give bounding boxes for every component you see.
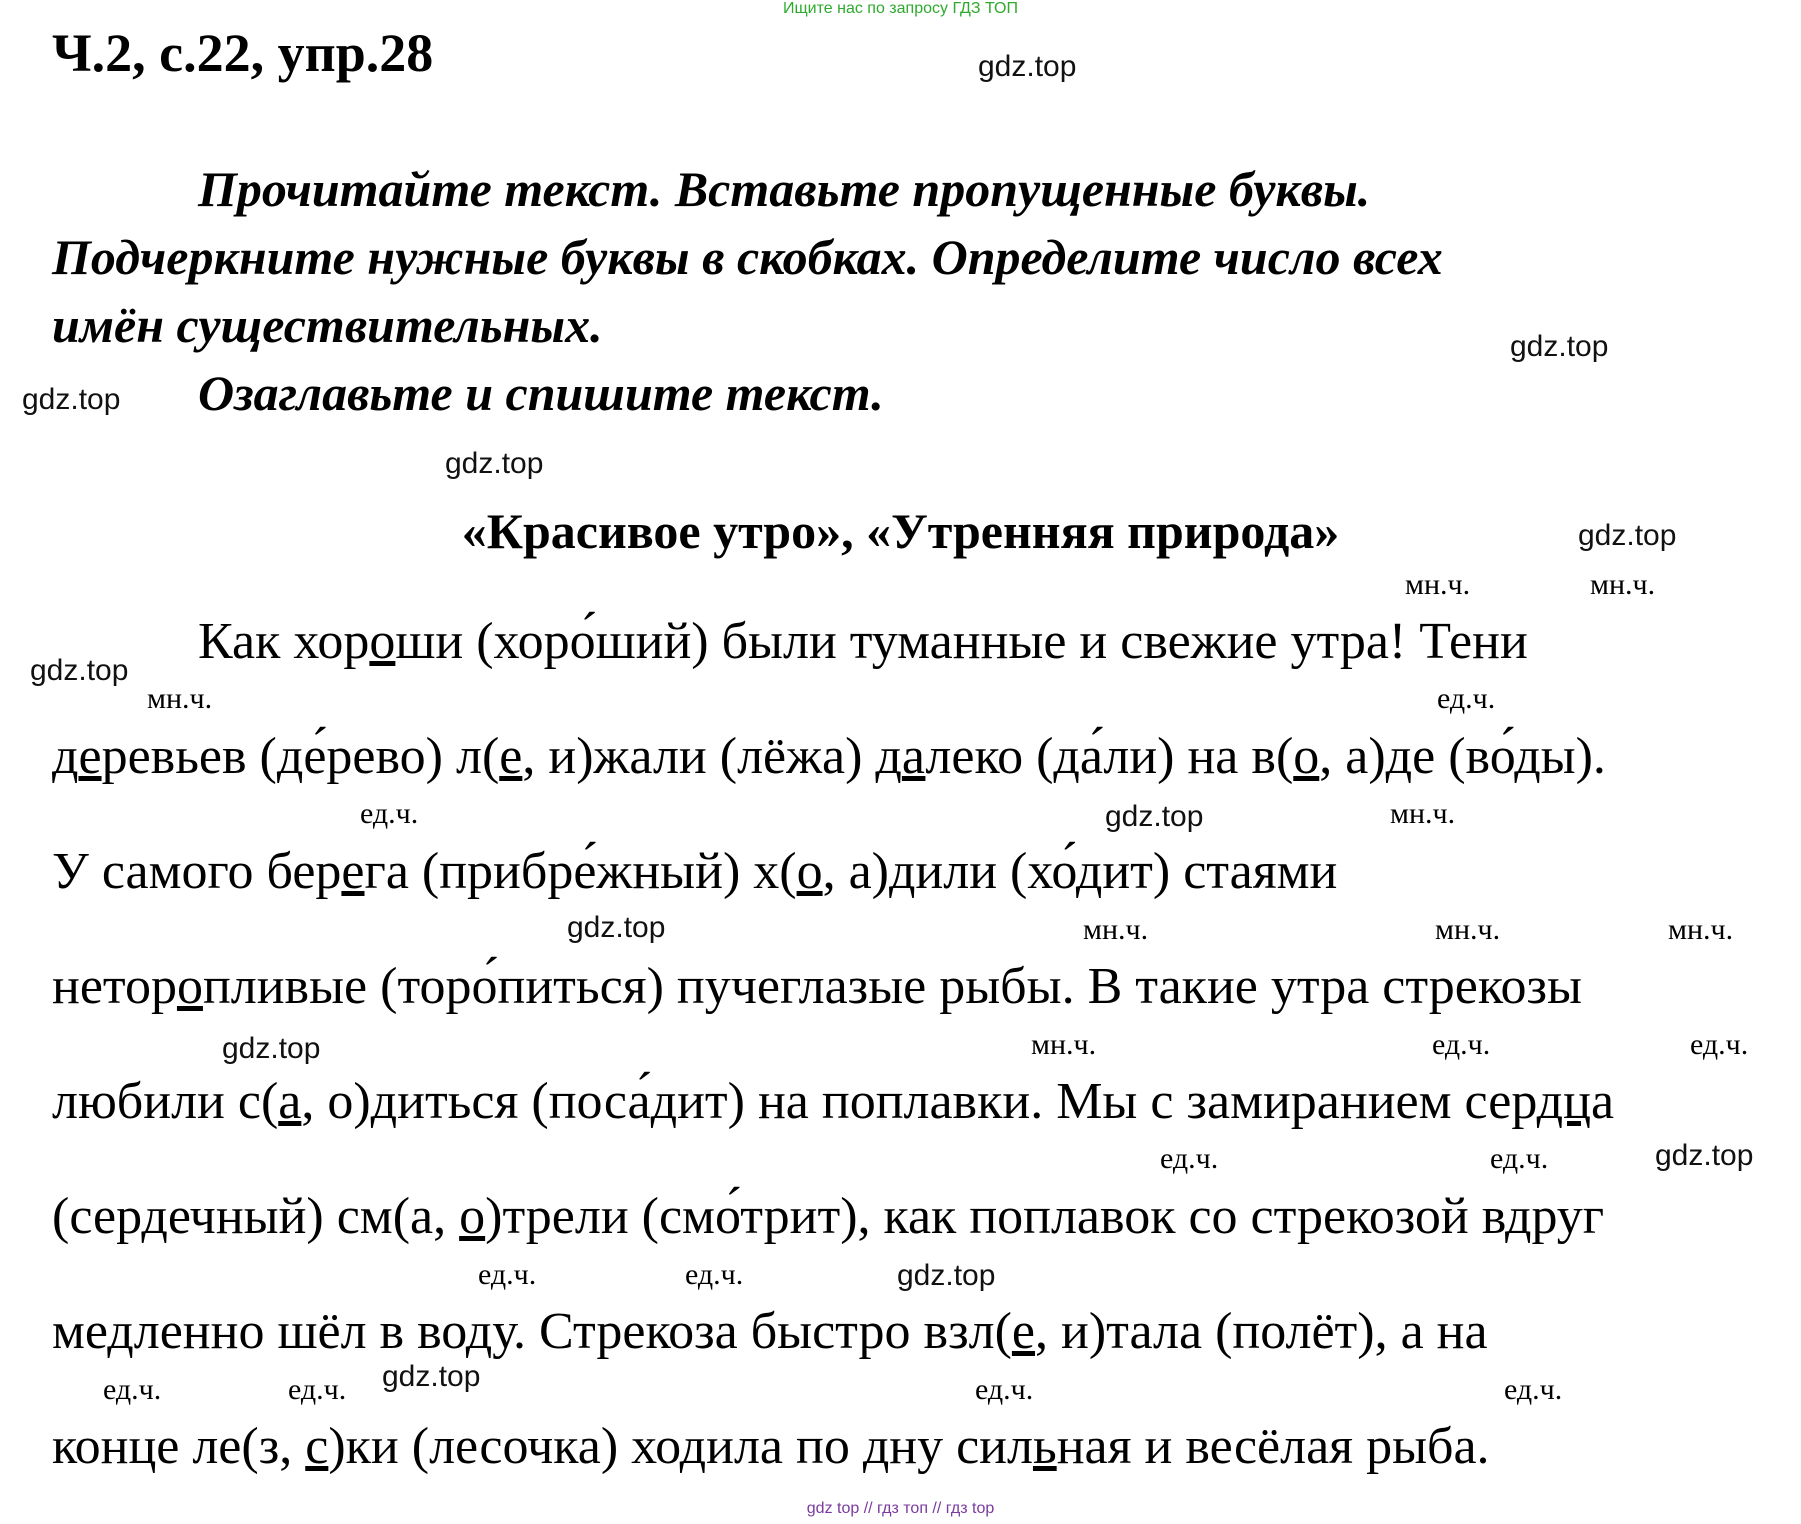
- plural-annotation: мн.ч.: [1405, 568, 1471, 601]
- watermark: gdz.top: [1655, 1139, 1754, 1172]
- singular-annotation: ед.ч.: [975, 1373, 1034, 1406]
- text-line: конце ле(з, с)ки (лесочка) ходила по дну сильная и весёлая рыба.: [52, 1418, 1490, 1475]
- plural-annotation: мн.ч.: [1031, 1028, 1097, 1061]
- singular-annotation: ед.ч.: [478, 1258, 537, 1291]
- singular-annotation: ед.ч.: [1490, 1142, 1549, 1175]
- task-line-2: Подчеркните нужные буквы в скобках. Определите число всех: [52, 229, 1443, 285]
- exercise-header: Ч.2, с.22, упр.28: [52, 23, 434, 83]
- singular-annotation: ед.ч.: [685, 1258, 744, 1291]
- plural-annotation: мн.ч.: [1668, 913, 1734, 946]
- singular-annotation: ед.ч.: [1432, 1028, 1491, 1061]
- singular-annotation: ед.ч.: [360, 797, 419, 830]
- watermark: gdz.top: [567, 911, 666, 944]
- plural-annotation: мн.ч.: [1590, 568, 1656, 601]
- singular-annotation: ед.ч.: [1504, 1373, 1563, 1406]
- task-line-3: имён существительных.: [52, 297, 603, 353]
- text-title: «Красивое утро», «Утренняя природа»: [461, 503, 1340, 559]
- plural-annotation: мн.ч.: [1390, 797, 1456, 830]
- watermark: gdz.top: [1578, 519, 1677, 552]
- plural-annotation: мн.ч.: [1435, 913, 1501, 946]
- text-line: У самого берега (прибре́жный) х(о, а)дили (хо́дит) стаями: [52, 843, 1338, 900]
- text-line: (сердечный) см(а, о)трели (смо́трит), как поплавок со стрекозой вдруг: [52, 1188, 1605, 1245]
- plural-annotation: мн.ч.: [1083, 913, 1149, 946]
- text-line: деревьев (де́рево) л(е, и)жали (лёжа) далеко (да́ли) на в(о, а)де (во́ды).: [52, 728, 1606, 785]
- promo-banner[interactable]: Ищите нас по запросу ГДЗ ТОП: [783, 0, 1018, 17]
- singular-annotation: ед.ч.: [1160, 1142, 1219, 1175]
- singular-annotation: ед.ч.: [1437, 682, 1496, 715]
- text-line: неторопливые (торо́питься) пучеглазые рыбы. В такие утра стрекозы: [52, 958, 1582, 1015]
- watermark: gdz.top: [222, 1032, 321, 1065]
- watermark: gdz.top: [382, 1360, 481, 1393]
- footer-links[interactable]: gdz top // гдз топ // гдз top: [806, 1500, 995, 1517]
- watermark: gdz.top: [445, 447, 544, 480]
- watermark: gdz.top: [897, 1259, 996, 1292]
- watermark: gdz.top: [978, 50, 1077, 83]
- watermark: gdz.top: [22, 383, 121, 416]
- text-line: медленно шёл в воду. Стрекоза быстро взл(е, и)тала (полёт), а на: [52, 1303, 1488, 1360]
- task-line-1: Прочитайте текст. Вставьте пропущенные буквы.: [198, 161, 1371, 217]
- task-line-4: Озаглавьте и спишите текст.: [198, 365, 884, 421]
- watermark: gdz.top: [30, 654, 129, 687]
- singular-annotation: ед.ч.: [1690, 1028, 1749, 1061]
- singular-annotation: ед.ч.: [288, 1373, 347, 1406]
- watermark: gdz.top: [1510, 330, 1609, 363]
- plural-annotation: мн.ч.: [147, 682, 213, 715]
- singular-annotation: ед.ч.: [103, 1373, 162, 1406]
- text-line: Как хороши (хоро́ший) были туманные и свежие утра! Тени: [198, 613, 1528, 670]
- watermark: gdz.top: [1105, 800, 1204, 833]
- text-line: любили с(а, о)диться (поса́дит) на поплавки. Мы с замиранием сердца: [52, 1073, 1615, 1130]
